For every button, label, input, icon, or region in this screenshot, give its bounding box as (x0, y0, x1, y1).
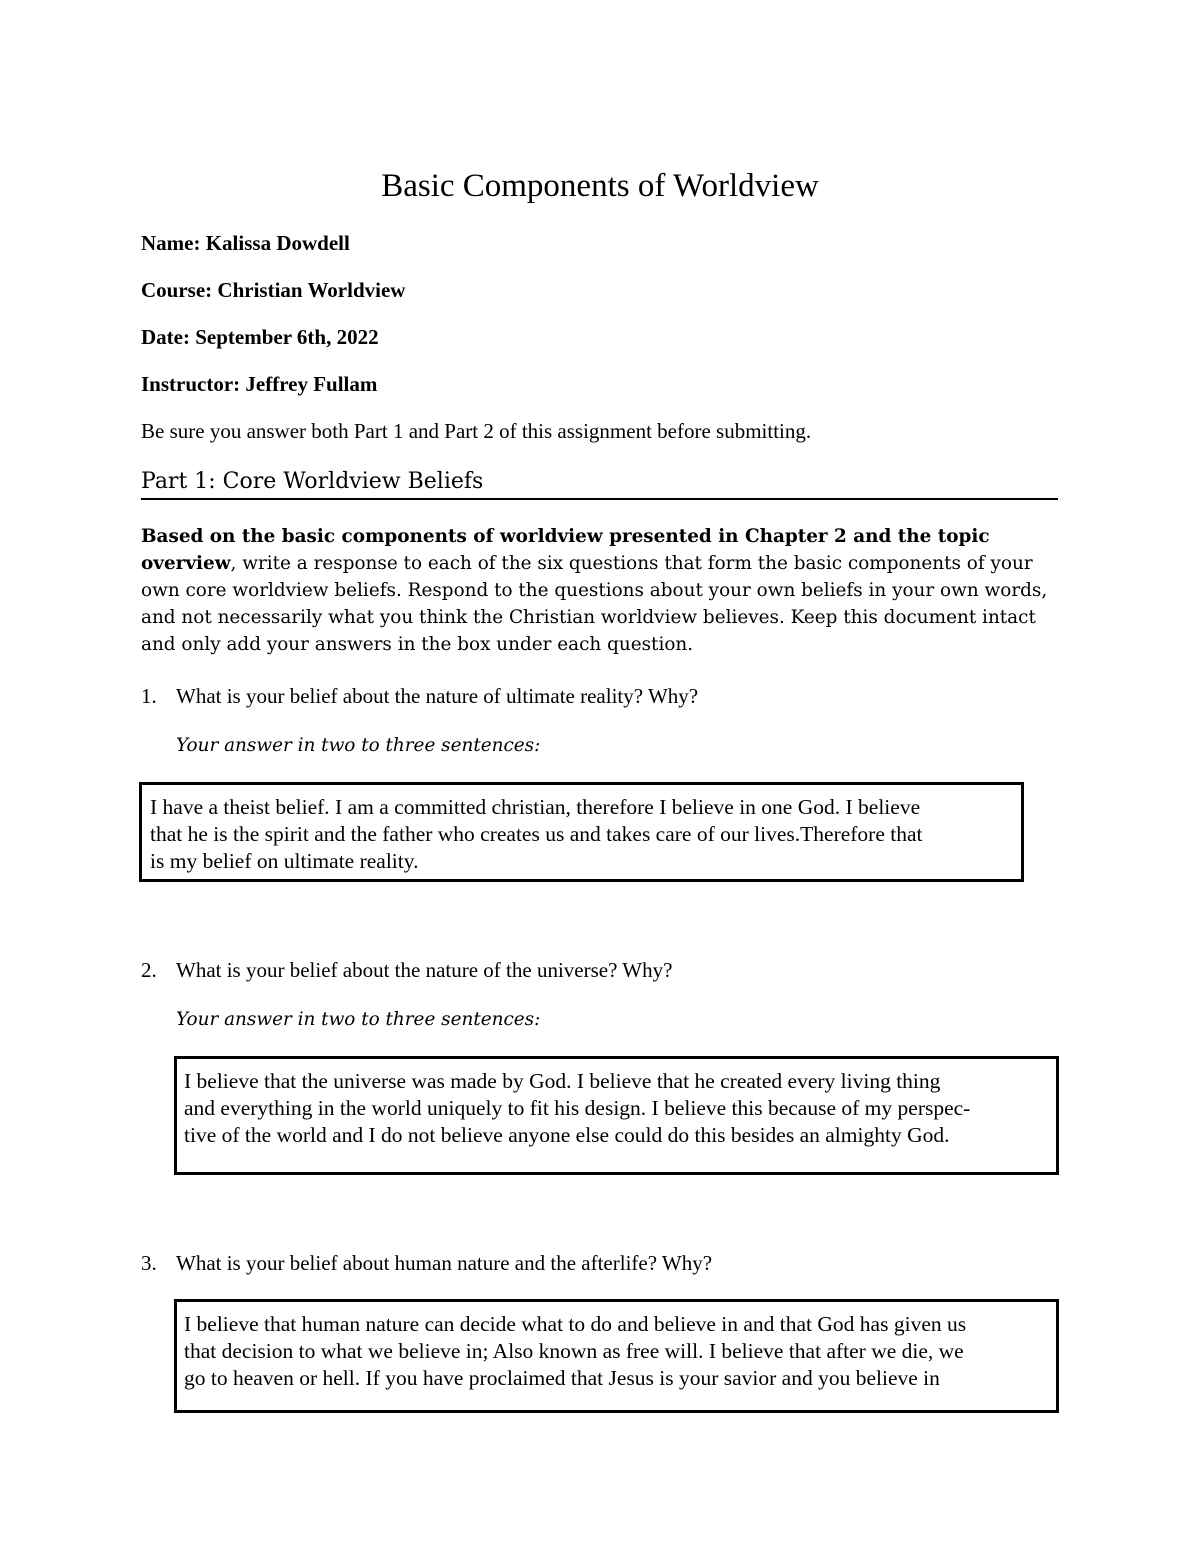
answer-box-3[interactable] (174, 1299, 1059, 1413)
answer-box-2[interactable] (174, 1056, 1059, 1175)
date-field: Date: September 6th, 2022 (141, 325, 379, 349)
answer-box-1[interactable] (139, 782, 1024, 882)
answer-prompt-2: Your answer in two to three sentences: (176, 1009, 541, 1030)
part1-intro (141, 523, 1066, 658)
instruction-text: Be sure you answer both Part 1 and Part 2 of this assignment before submitting. (141, 419, 812, 443)
question-text: What is your belief about the nature of ultimate reality? Why? (176, 684, 699, 708)
question-1 (141, 683, 698, 709)
answer-text-2: I believe that the universe was made by God. I believe that he created every living thing and everything in the world uniquely to fit his design. I believe this because of my perspec- tive of the world and I do not believe anyone else could do this besides an almighty God. (184, 1069, 971, 1147)
question-number: 2. (141, 958, 157, 982)
answer-text-3: I believe that human nature can decide what to do and believe in and that God has given us that decision to what we believe in; Also known as free will. I believe that after we die, we go to heaven or hell. If you have proclaimed that Jesus is your savior and you believe in (184, 1312, 967, 1390)
question-text: What is your belief about human nature and the afterlife? Why? (176, 1251, 713, 1275)
name-field: Name: Kalissa Dowdell (141, 231, 350, 255)
course-field: Course: Christian Worldview (141, 278, 406, 302)
question-2 (141, 957, 672, 983)
part1-intro-bold: Based on the basic components of worldview presented in Chapter 2 and the topic overview (141, 526, 990, 574)
question-text: What is your belief about the nature of the universe? Why? (176, 958, 673, 982)
document-title: Basic Components of Worldview (381, 168, 819, 204)
question-3 (141, 1250, 712, 1276)
part1-heading: Part 1: Core Worldview Beliefs (141, 469, 1058, 500)
answer-text-1: I have a theist belief. I am a committed christian, therefore I believe in one God. I believe that he is the spirit and the father who creates us and takes care of our lives.Therefore that is my belief on ultimate reality. (150, 795, 923, 873)
question-number: 1. (141, 684, 157, 708)
answer-prompt-1: Your answer in two to three sentences: (176, 735, 541, 756)
question-number: 3. (141, 1251, 157, 1275)
part1-intro-rest: , write a response to each of the six questions that form the basic components of your own core worldview beliefs. Respond to the questions about your own beliefs in your own words, and not necessarily what you think the Christian worldview believes. Keep this document intact and only add your answers in the box under each question. (141, 553, 1048, 655)
instructor-field: Instructor: Jeffrey Fullam (141, 372, 378, 396)
